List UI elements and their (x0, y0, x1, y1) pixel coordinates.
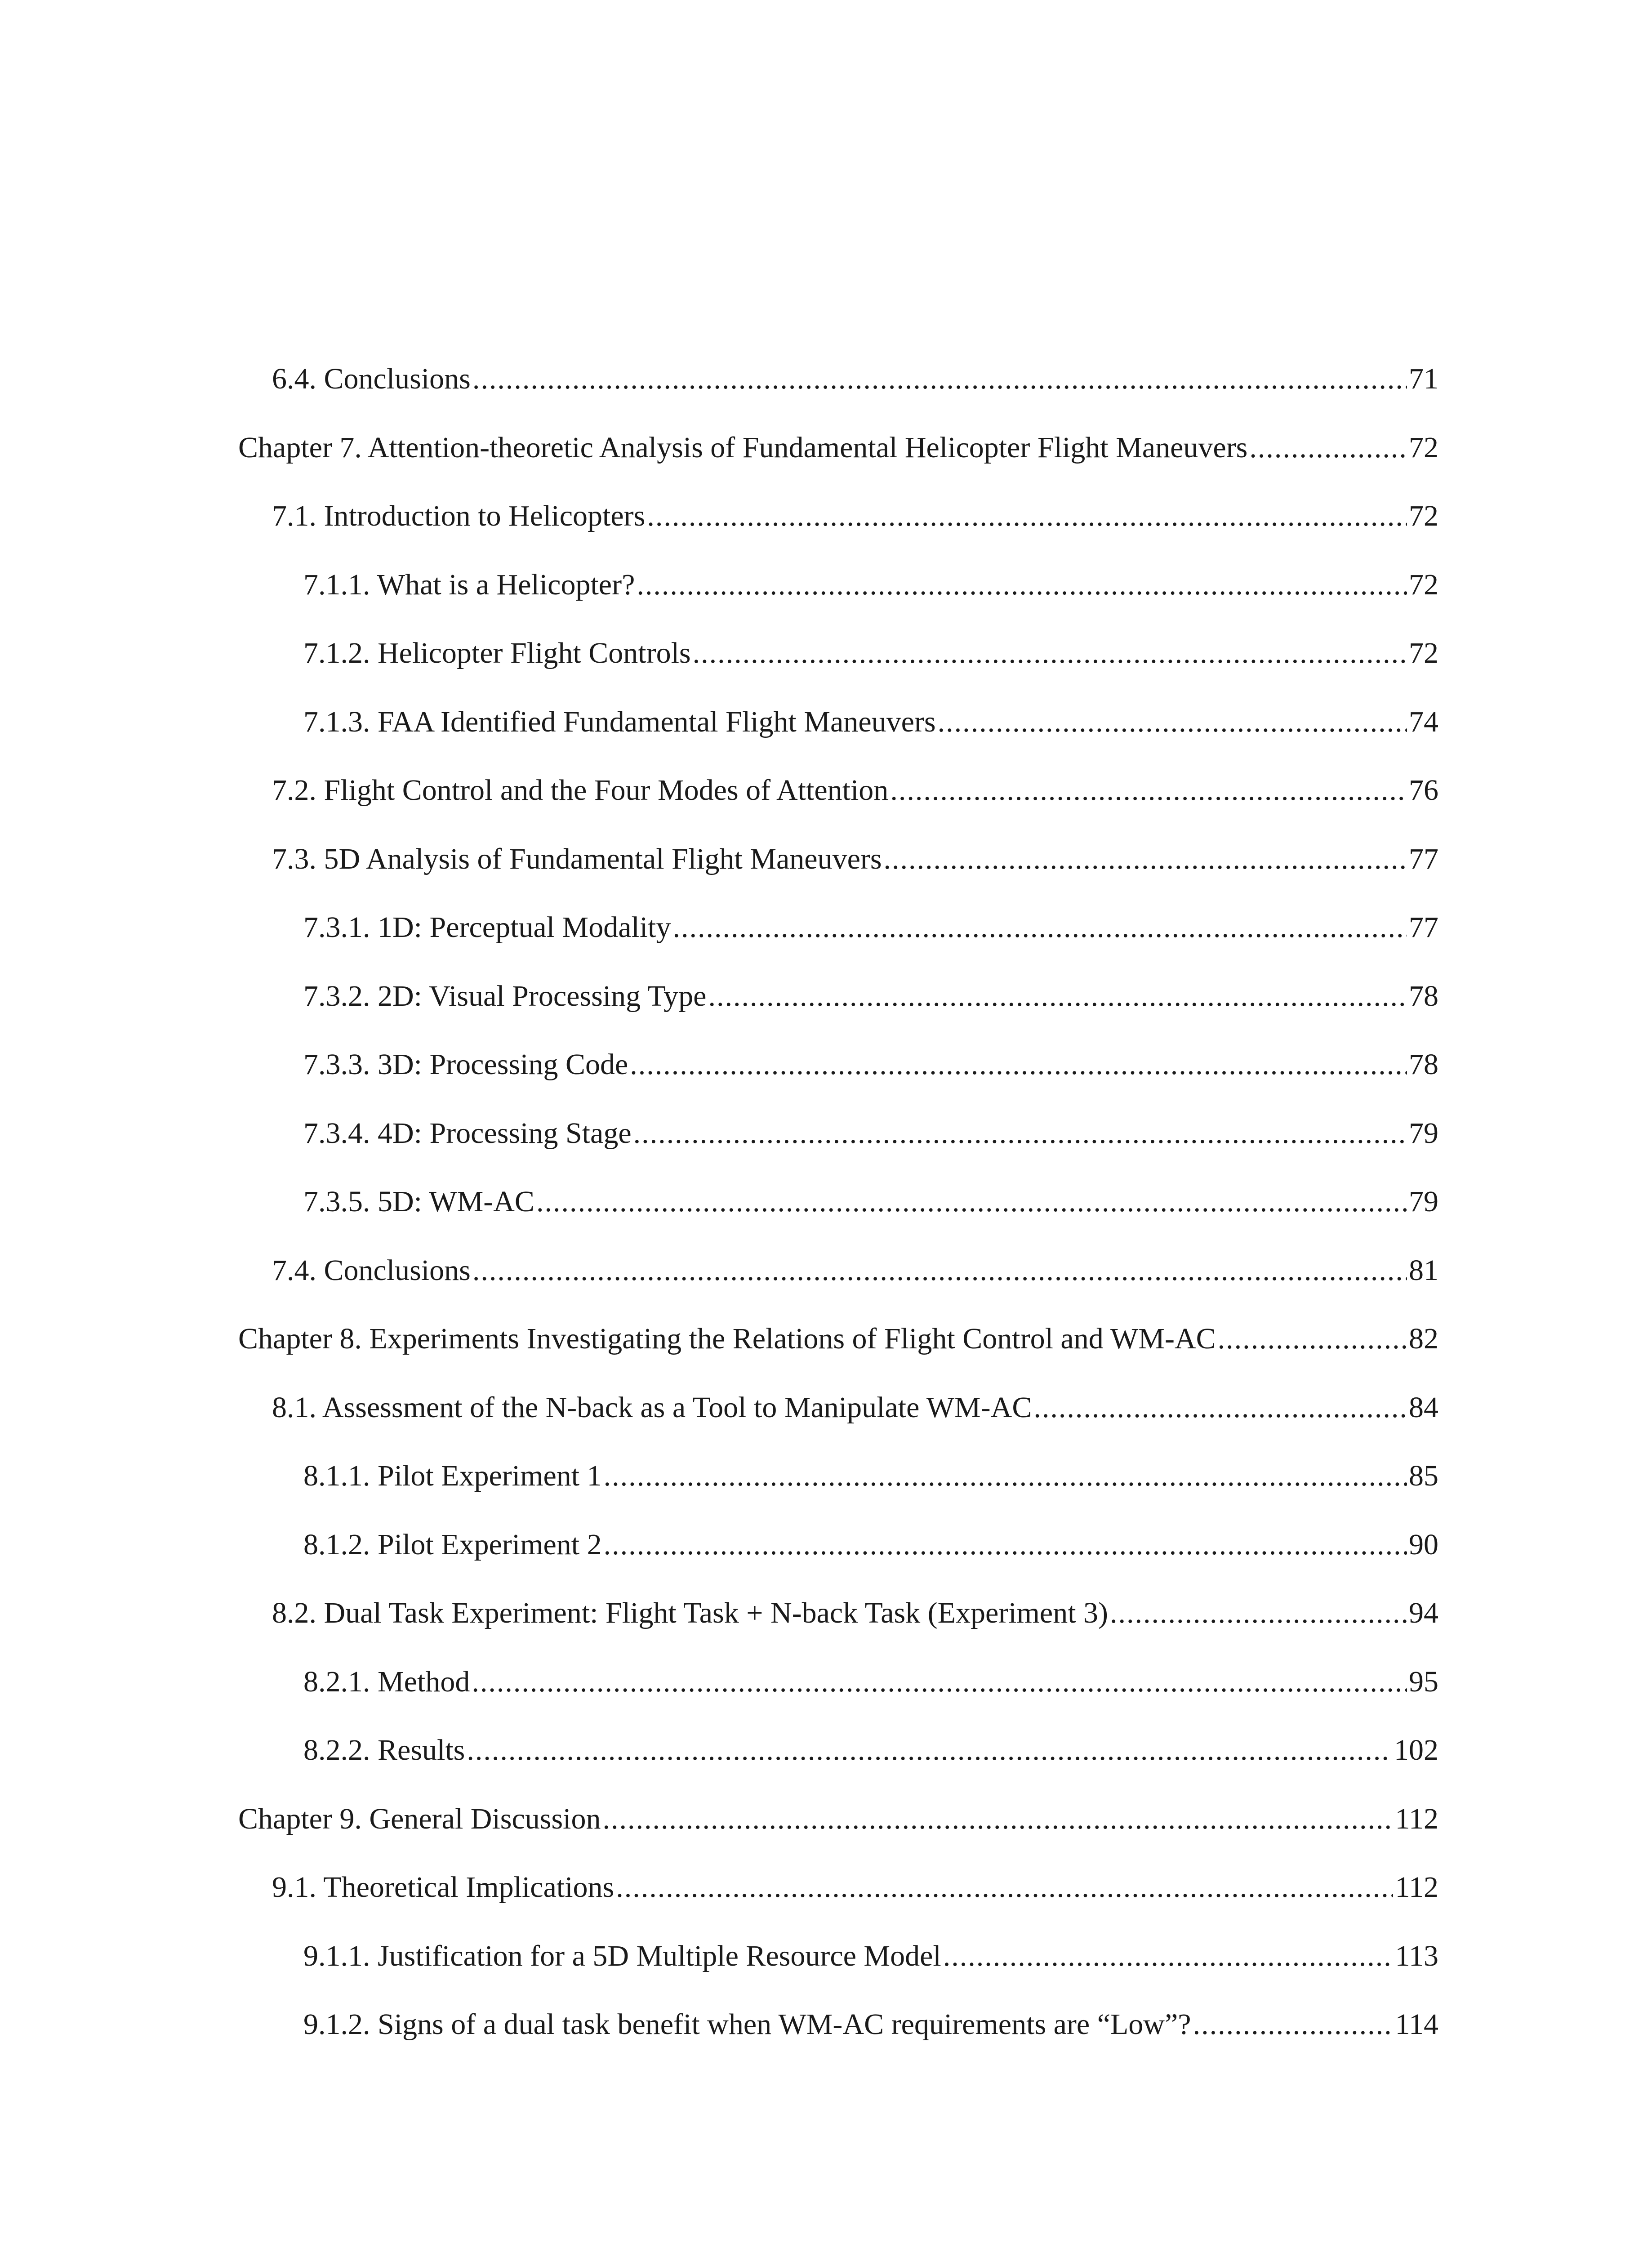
toc-entry-title: 7.4. Conclusions (272, 1253, 471, 1287)
toc-entry-title: 6.4. Conclusions (272, 362, 471, 395)
toc-entry-title: 8.1.1. Pilot Experiment 1 (303, 1459, 602, 1492)
toc-entry-page: 85 (1409, 1459, 1438, 1492)
toc-dot-leader (1033, 1391, 1407, 1425)
toc-dot-leader (708, 979, 1407, 1013)
toc-entry-page: 78 (1409, 979, 1438, 1012)
toc-entry[interactable] (238, 568, 1438, 637)
toc-entry-page: 76 (1409, 774, 1438, 807)
toc-dot-leader (602, 1802, 1393, 1836)
toc-entry-title: 7.3. 5D Analysis of Fundamental Flight Maneuvers (272, 842, 882, 875)
toc-entry-title: 7.1.3. FAA Identified Fundamental Flight Maneuvers (303, 705, 936, 738)
toc-dot-leader (536, 1185, 1407, 1219)
toc-entry[interactable] (238, 1391, 1438, 1459)
toc-entry-page: 112 (1395, 1802, 1438, 1835)
toc-entry[interactable] (238, 1459, 1438, 1528)
toc-entry-title: Chapter 8. Experiments Investigating the Relations of Flight Control and WM-AC (238, 1322, 1216, 1355)
toc-entry[interactable] (238, 499, 1438, 568)
toc-entry[interactable] (238, 910, 1438, 979)
toc-dot-leader (630, 1048, 1407, 1082)
toc-dot-leader (1110, 1596, 1407, 1630)
toc-entry[interactable] (238, 1596, 1438, 1665)
toc-entry-title: 7.3.5. 5D: WM-AC (303, 1185, 534, 1218)
toc-entry-page: 114 (1395, 2008, 1438, 2041)
toc-entry-title: 8.1. Assessment of the N-back as a Tool to Manipulate WM-AC (272, 1391, 1032, 1424)
toc-dot-leader (616, 1870, 1393, 1905)
toc-entry-title: 7.2. Flight Control and the Four Modes of Attention (272, 774, 889, 807)
toc-entry-title: 9.1. Theoretical Implications (272, 1871, 614, 1904)
toc-dot-leader (472, 362, 1407, 396)
toc-entry-page: 113 (1395, 1939, 1438, 1972)
toc-dot-leader (890, 773, 1407, 807)
toc-entry-title: Chapter 9. General Discussion (238, 1802, 601, 1835)
toc-entry-title: 7.1. Introduction to Helicopters (272, 500, 646, 532)
toc-entry[interactable] (238, 362, 1438, 431)
toc-entry[interactable] (238, 1322, 1438, 1391)
toc-entry-page: 72 (1409, 637, 1438, 669)
toc-entry-title: 7.3.1. 1D: Perceptual Modality (303, 911, 671, 944)
toc-dot-leader (467, 1733, 1392, 1767)
toc-entry[interactable] (238, 2007, 1438, 2076)
toc-dot-leader (647, 499, 1407, 533)
toc-dot-leader (693, 636, 1407, 670)
toc-dot-leader (472, 1253, 1407, 1288)
toc-entry[interactable] (238, 636, 1438, 705)
toc-dot-leader (604, 1528, 1407, 1562)
toc-entry-page: 72 (1409, 500, 1438, 532)
toc-entry-page: 82 (1409, 1322, 1438, 1355)
toc-entry-page: 79 (1409, 1116, 1438, 1150)
toc-entry[interactable] (238, 1802, 1438, 1871)
toc-entry-page: 95 (1409, 1665, 1438, 1698)
toc-entry-title: 9.1.2. Signs of a dual task benefit when WM-AC requirements are “Low”? (303, 2008, 1191, 2041)
toc-entry[interactable] (238, 1665, 1438, 1734)
toc-entry-title: 8.2.1. Method (303, 1665, 470, 1698)
toc-entry-title: 7.3.2. 2D: Visual Processing Type (303, 979, 707, 1012)
toc-entry[interactable] (238, 1185, 1438, 1253)
table-of-contents (238, 362, 1438, 2076)
toc-entry-page: 72 (1409, 568, 1438, 601)
toc-dot-leader (938, 705, 1407, 739)
toc-entry[interactable] (238, 1939, 1438, 2008)
toc-entry-title: 8.2. Dual Task Experiment: Flight Task + N-back Task (Experiment 3) (272, 1597, 1109, 1629)
toc-entry[interactable] (238, 1733, 1438, 1802)
toc-entry-page: 84 (1409, 1391, 1438, 1424)
toc-dot-leader (1249, 431, 1407, 465)
toc-entry-page: 79 (1409, 1185, 1438, 1218)
toc-entry[interactable] (238, 979, 1438, 1048)
toc-entry-title: 7.1.2. Helicopter Flight Controls (303, 637, 691, 669)
toc-dot-leader (604, 1459, 1407, 1493)
toc-entry-page: 112 (1395, 1871, 1438, 1904)
toc-entry-title: 7.3.3. 3D: Processing Code (303, 1048, 628, 1081)
toc-entry-title: Chapter 7. Attention-theoretic Analysis of Fundamental Helicopter Flight Maneuvers (238, 431, 1248, 464)
toc-dot-leader (472, 1665, 1407, 1699)
toc-dot-leader (633, 1116, 1407, 1151)
toc-dot-leader (1218, 1322, 1407, 1356)
toc-entry-page: 71 (1409, 362, 1438, 395)
toc-dot-leader (673, 910, 1407, 945)
toc-entry-page: 78 (1409, 1048, 1438, 1081)
toc-entry[interactable] (238, 773, 1438, 842)
toc-entry-title: 8.1.2. Pilot Experiment 2 (303, 1528, 602, 1561)
toc-entry-title: 7.3.4. 4D: Processing Stage (303, 1116, 632, 1150)
toc-entry-page: 90 (1409, 1528, 1438, 1561)
toc-entry[interactable] (238, 1870, 1438, 1939)
toc-dot-leader (1193, 2007, 1394, 2042)
toc-entry[interactable] (238, 842, 1438, 911)
toc-entry-page: 77 (1409, 911, 1438, 944)
toc-dot-leader (884, 842, 1407, 876)
toc-dot-leader (637, 568, 1407, 602)
toc-entry-page: 81 (1409, 1253, 1438, 1287)
toc-entry-page: 102 (1394, 1734, 1438, 1766)
toc-entry[interactable] (238, 1048, 1438, 1116)
toc-dot-leader (943, 1939, 1394, 1973)
toc-entry[interactable] (238, 1528, 1438, 1597)
toc-entry-page: 77 (1409, 842, 1438, 875)
toc-entry[interactable] (238, 1253, 1438, 1322)
toc-entry-page: 94 (1409, 1597, 1438, 1629)
toc-entry-page: 74 (1409, 705, 1438, 738)
toc-entry[interactable] (238, 705, 1438, 774)
toc-entry[interactable] (238, 1116, 1438, 1185)
toc-entry-title: 7.1.1. What is a Helicopter? (303, 568, 635, 601)
toc-entry[interactable] (238, 431, 1438, 500)
toc-entry-title: 8.2.2. Results (303, 1734, 465, 1766)
toc-entry-page: 72 (1409, 431, 1438, 464)
toc-entry-title: 9.1.1. Justification for a 5D Multiple Resource Model (303, 1939, 941, 1972)
